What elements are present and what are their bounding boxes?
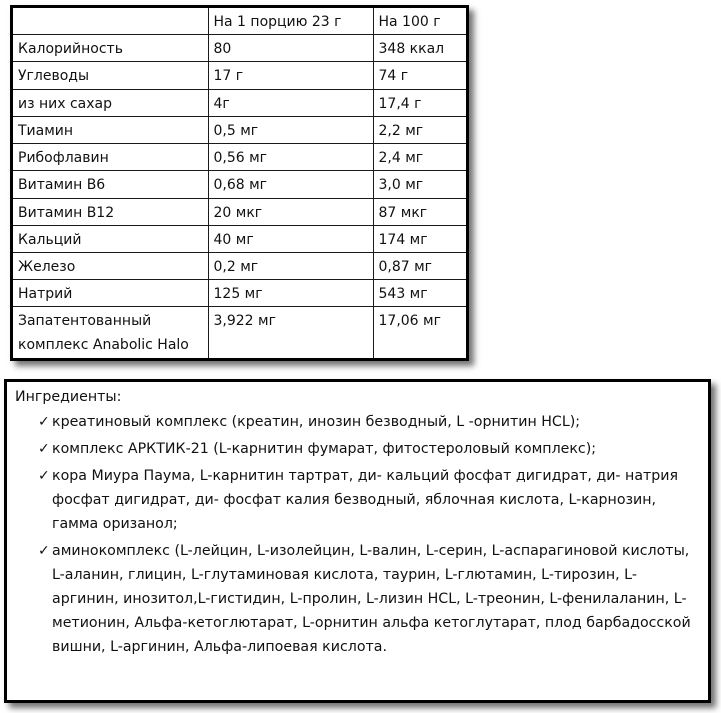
cell-nutrient: Углеводы	[13, 62, 208, 89]
cell-nutrient: Рибофлавин	[13, 144, 208, 171]
cell-per-100g: 0,87 мг	[373, 252, 466, 279]
cell-per-serving: 17 г	[208, 62, 373, 89]
header-cell-per-100g: На 100 г	[373, 8, 466, 35]
cell-nutrient: Кальций	[13, 225, 208, 252]
cell-nutrient: Калорийность	[13, 35, 208, 62]
cell-nutrient: Натрий	[13, 280, 208, 307]
ingredient-text: аминокомплекс (L-лейцин, L-изолейцин, L-валин, L-серин, L-аспарагиновой кислоты, L-аланин, глицин, L-глутаминовая кислота, таурин, L-глютамин, L-тирозин, L-аргинин, инозитол,L-гистидин, L-пролин, L-лизин HCL, L-треонин, L-фенилаланин, L-метионин, Альфа-кетоглютарат, L-орнитин альфа кетоглутарат, плод барбадосской вишни, L-аргинин, Альфа-липоевая кислота.	[52, 543, 691, 655]
table-row	[13, 116, 466, 143]
cell-per-serving: 0,2 мг	[208, 252, 373, 279]
cell-per-100g: 74 г	[373, 62, 466, 89]
check-mark-icon: ✓	[38, 414, 50, 430]
cell-per-serving: 0,68 мг	[208, 171, 373, 198]
header-cell-name	[13, 8, 208, 35]
ingredients-list	[15, 410, 700, 659]
ingredient-text: комплекс АРКТИК-21 (L-карнитин фумарат, фитостероловый комплекс);	[52, 441, 597, 457]
cell-per-100g: 17,4 г	[373, 89, 466, 116]
table-row	[13, 307, 466, 358]
cell-per-serving: 80	[208, 35, 373, 62]
list-item	[15, 437, 700, 461]
cell-per-serving: 125 мг	[208, 280, 373, 307]
table-header-row	[13, 8, 466, 35]
table-row	[13, 252, 466, 279]
ingredients-box	[4, 379, 711, 703]
cell-per-100g: 3,0 мг	[373, 171, 466, 198]
cell-per-100g: 2,2 мг	[373, 116, 466, 143]
nutrition-table-box	[10, 5, 469, 361]
table-row	[13, 62, 466, 89]
cell-per-100g: 87 мкг	[373, 198, 466, 225]
ingredient-text: кора Миура Паума, L-карнитин тартрат, ди- кальций фосфат дигидрат, ди- натрия фосфат дигидрат, ди- фосфат калия безводный, яблочная кислота, L-карнозин, гамма оризанол;	[52, 468, 679, 532]
cell-nutrient: Железо	[13, 252, 208, 279]
table-row	[13, 144, 466, 171]
cell-per-serving: 0,56 мг	[208, 144, 373, 171]
table-row	[13, 35, 466, 62]
ingredient-text: креатиновый комплекс (креатин, инозин безводный, L -орнитин HCL);	[52, 414, 581, 430]
table-row	[13, 198, 466, 225]
check-mark-icon: ✓	[38, 543, 50, 559]
cell-per-serving: 40 мг	[208, 225, 373, 252]
check-mark-icon: ✓	[38, 468, 50, 484]
cell-per-100g: 174 мг	[373, 225, 466, 252]
cell-nutrient: из них сахар	[13, 89, 208, 116]
table-row	[13, 171, 466, 198]
cell-nutrient: Витамин В12	[13, 198, 208, 225]
cell-nutrient: Тиамин	[13, 116, 208, 143]
cell-per-serving: 3,922 мг	[208, 307, 373, 358]
cell-nutrient: Витамин В6	[13, 171, 208, 198]
nutrition-table	[13, 8, 466, 358]
cell-nutrient: Запатентованный комплекс Anabolic Halo	[13, 307, 208, 358]
cell-per-100g: 543 мг	[373, 280, 466, 307]
header-cell-per-serving: На 1 порцию 23 г	[208, 8, 373, 35]
table-row	[13, 89, 466, 116]
cell-per-serving: 4г	[208, 89, 373, 116]
cell-per-100g: 348 ккал	[373, 35, 466, 62]
list-item	[15, 464, 700, 536]
cell-per-serving: 20 мкг	[208, 198, 373, 225]
list-item	[15, 539, 700, 659]
check-mark-icon: ✓	[38, 441, 50, 457]
table-row	[13, 280, 466, 307]
cell-per-100g: 2,4 мг	[373, 144, 466, 171]
cell-per-serving: 0,5 мг	[208, 116, 373, 143]
table-row	[13, 225, 466, 252]
list-item	[15, 410, 700, 434]
cell-per-100g: 17,06 мг	[373, 307, 466, 358]
ingredients-title: Ингредиенты:	[15, 389, 122, 405]
